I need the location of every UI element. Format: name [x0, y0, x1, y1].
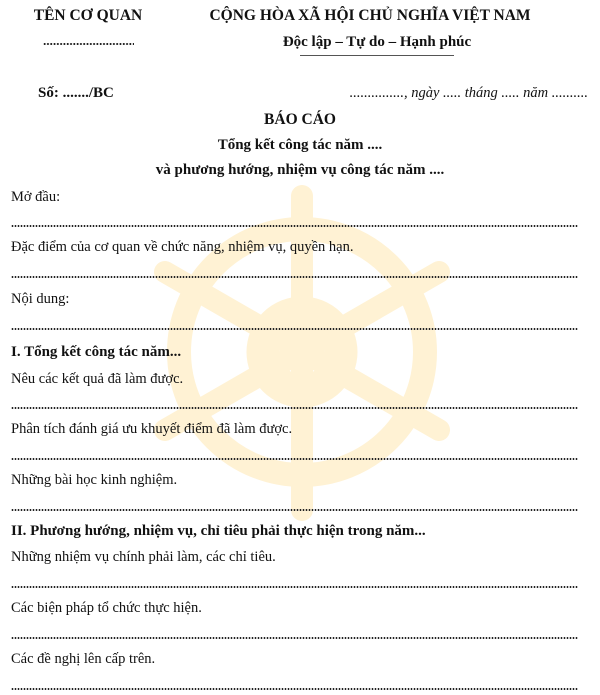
national-motto: Độc lập – Tự do – Hạnh phúc — [282, 34, 472, 50]
document-number: Số: ......./BC — [38, 85, 114, 101]
part-2-item: Các đề nghị lên cấp trên. — [11, 651, 156, 667]
fill-in-line — [11, 688, 578, 690]
report-title: BÁO CÁO — [264, 111, 336, 128]
part-1-item: Phân tích đánh giá ưu khuyết điểm đã làm được. — [11, 421, 293, 437]
part-2-item: Những nhiệm vụ chính phải làm, các chỉ tiêu. — [11, 549, 276, 565]
part-2-item: Các biện pháp tổ chức thực hiện. — [11, 600, 202, 616]
intro-label: Mở đầu: — [11, 189, 61, 205]
part-1-heading: I. Tổng kết công tác năm... — [11, 344, 182, 360]
report-subtitle-1: Tổng kết công tác năm .... — [217, 137, 383, 153]
place-and-date: ..............., ngày ..... tháng ..... năm .......... — [349, 85, 588, 101]
fill-in-line — [11, 509, 578, 511]
part-1-item: Nêu các kết quả đã làm được. — [11, 371, 184, 387]
intro-item: Đặc điểm của cơ quan về chức năng, nhiệm vụ, quyền hạn. — [11, 239, 354, 255]
fill-in-line — [11, 328, 578, 330]
fill-in-line — [11, 276, 578, 278]
fill-in-line — [11, 586, 578, 588]
part-1-item: Những bài học kinh nghiệm. — [11, 472, 178, 488]
agency-name-placeholder-dots — [43, 43, 134, 45]
agency-name: TÊN CƠ QUAN — [33, 7, 143, 24]
content-label: Nội dung: — [11, 291, 70, 307]
fill-in-line — [11, 225, 578, 227]
fill-in-line — [11, 407, 578, 409]
motto-underline — [300, 55, 454, 56]
fill-in-line — [11, 458, 578, 460]
report-subtitle-2: và phương hướng, nhiệm vụ công tác năm .... — [155, 162, 445, 178]
part-2-heading: II. Phương hướng, nhiệm vụ, chỉ tiêu phải thực hiện trong năm... — [11, 523, 426, 539]
national-title: CỘNG HÒA XÃ HỘI CHỦ NGHĨA VIỆT NAM — [209, 7, 531, 24]
fill-in-line — [11, 637, 578, 639]
